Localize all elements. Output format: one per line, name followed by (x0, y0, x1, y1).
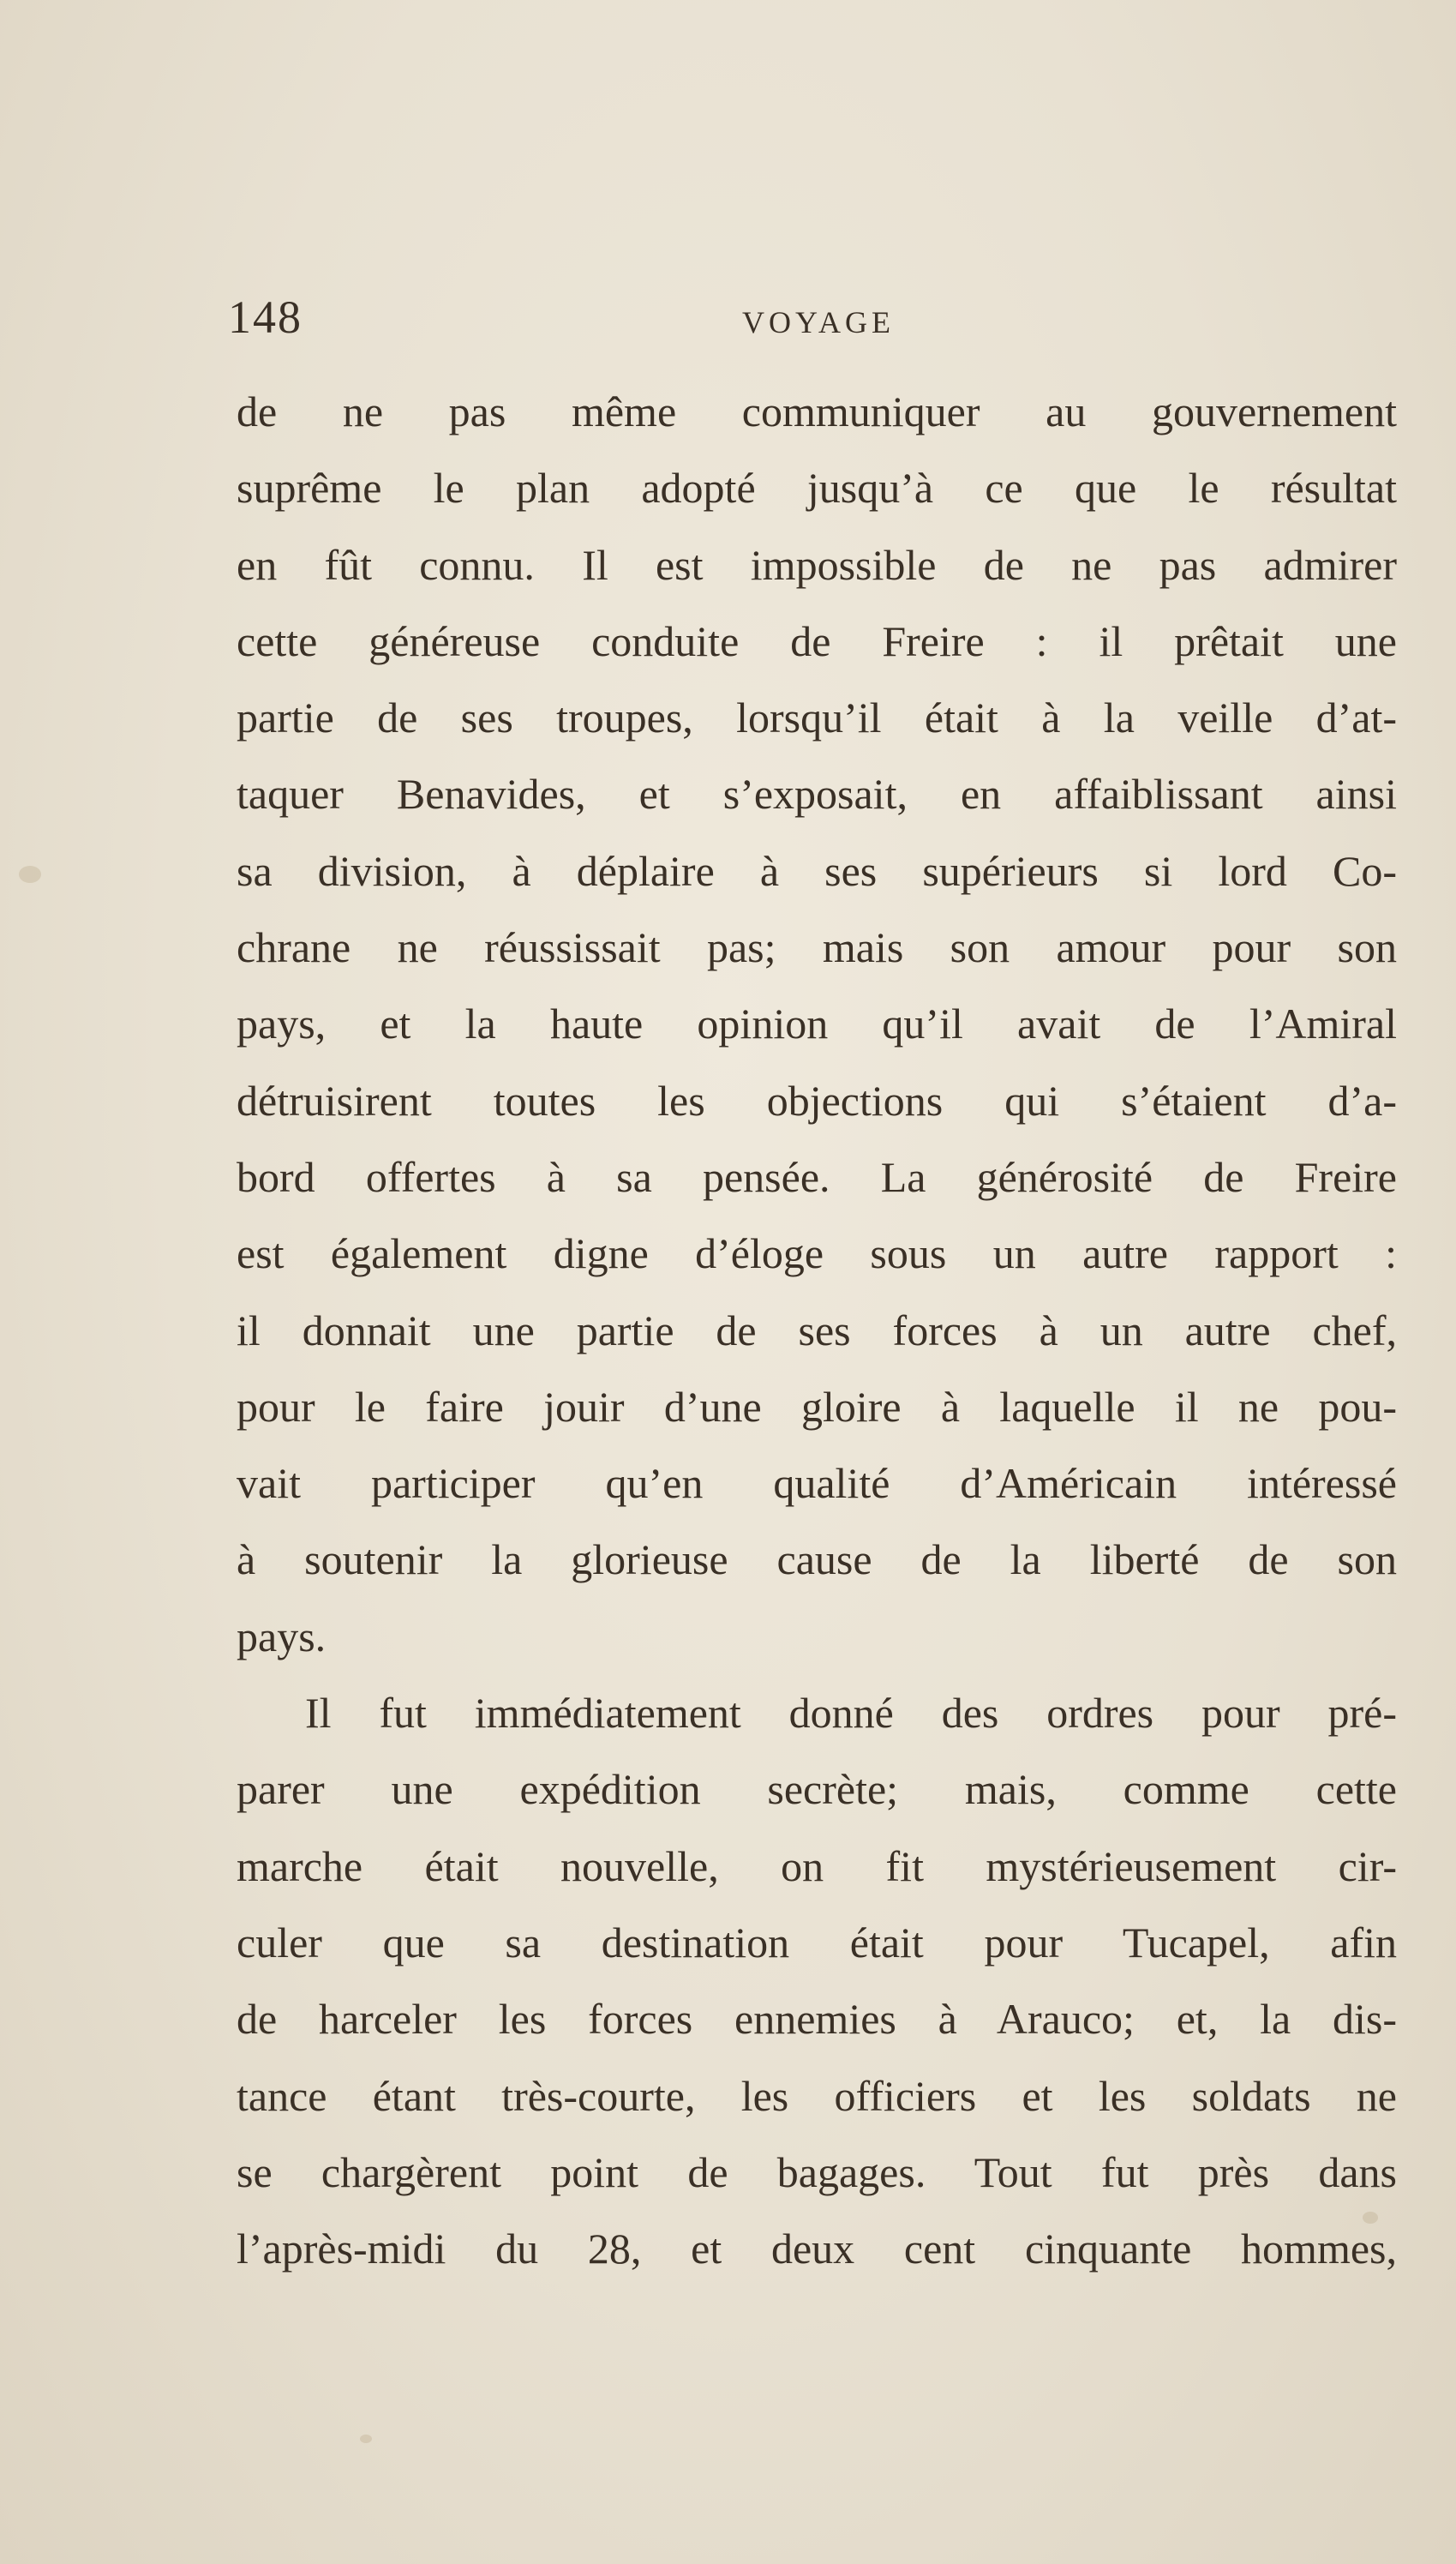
text-line: est également digne d’éloge sous un autre rapport : (237, 1229, 1397, 1278)
text-line: détruisirent toutes les objections qui s’étaient d’a- (237, 1076, 1397, 1125)
text-line: tance étant très-courte, les officiers et les soldats ne (237, 2071, 1397, 2120)
page-number: 148 (228, 291, 303, 343)
text-line: se chargèrent point de bagages. Tout fut près dans (237, 2147, 1397, 2196)
text-line: à soutenir la glorieuse cause de la liberté de son (237, 1535, 1397, 1584)
text-line: en fût connu. Il est impossible de ne pas admirer (237, 540, 1397, 589)
text-line: pays. (237, 1612, 327, 1660)
text-line: suprême le plan adopté jusqu’à ce que le résultat (237, 464, 1397, 513)
text-line: taquer Benavides, et s’exposait, en affaiblissant ainsi (237, 770, 1397, 819)
paragraph-first-line: Il fut immédiatement donné des ordres pour pré- (305, 1689, 1397, 1738)
running-title: VOYAGE (742, 305, 895, 339)
text-line: culer que sa destination était pour Tucapel, afin (237, 1918, 1397, 1967)
page-header (228, 283, 1407, 351)
text-line: marche était nouvelle, on fit mystérieusement cir- (237, 1841, 1397, 1890)
text-line: partie de ses troupes, lorsqu’il était à la veille d’at- (237, 694, 1397, 742)
text-line: pays, et la haute opinion qu’il avait de l’Amiral (237, 1000, 1397, 1048)
text-line: sa division, à déplaire à ses supérieurs si lord Co- (237, 846, 1397, 895)
text-line: chrane ne réussissait pas; mais son amour pour son (237, 923, 1397, 972)
text-line: l’après-midi du 28, et deux cent cinquante hommes, (237, 2225, 1397, 2273)
text-line: de ne pas même communiquer au gouvernement (237, 387, 1397, 435)
foxing-spot (19, 866, 41, 883)
text-line: de harceler les forces ennemies à Arauco; et, la dis- (237, 1995, 1397, 2044)
foxing-spot (360, 2435, 372, 2443)
body-text (237, 374, 1397, 2287)
text-line: parer une expédition secrète; mais, comme cette (237, 1765, 1397, 1814)
text-line: vait participer qu’en qualité d’Américain intéressé (237, 1459, 1397, 1508)
text-line: il donnait une partie de ses forces à un autre chef, (237, 1306, 1397, 1354)
text-line: pour le faire jouir d’une gloire à laquelle il ne pou- (237, 1382, 1397, 1431)
text-line: cette généreuse conduite de Freire : il prêtait une (237, 616, 1397, 665)
text-line: bord offertes à sa pensée. La générosité de Freire (237, 1152, 1397, 1201)
